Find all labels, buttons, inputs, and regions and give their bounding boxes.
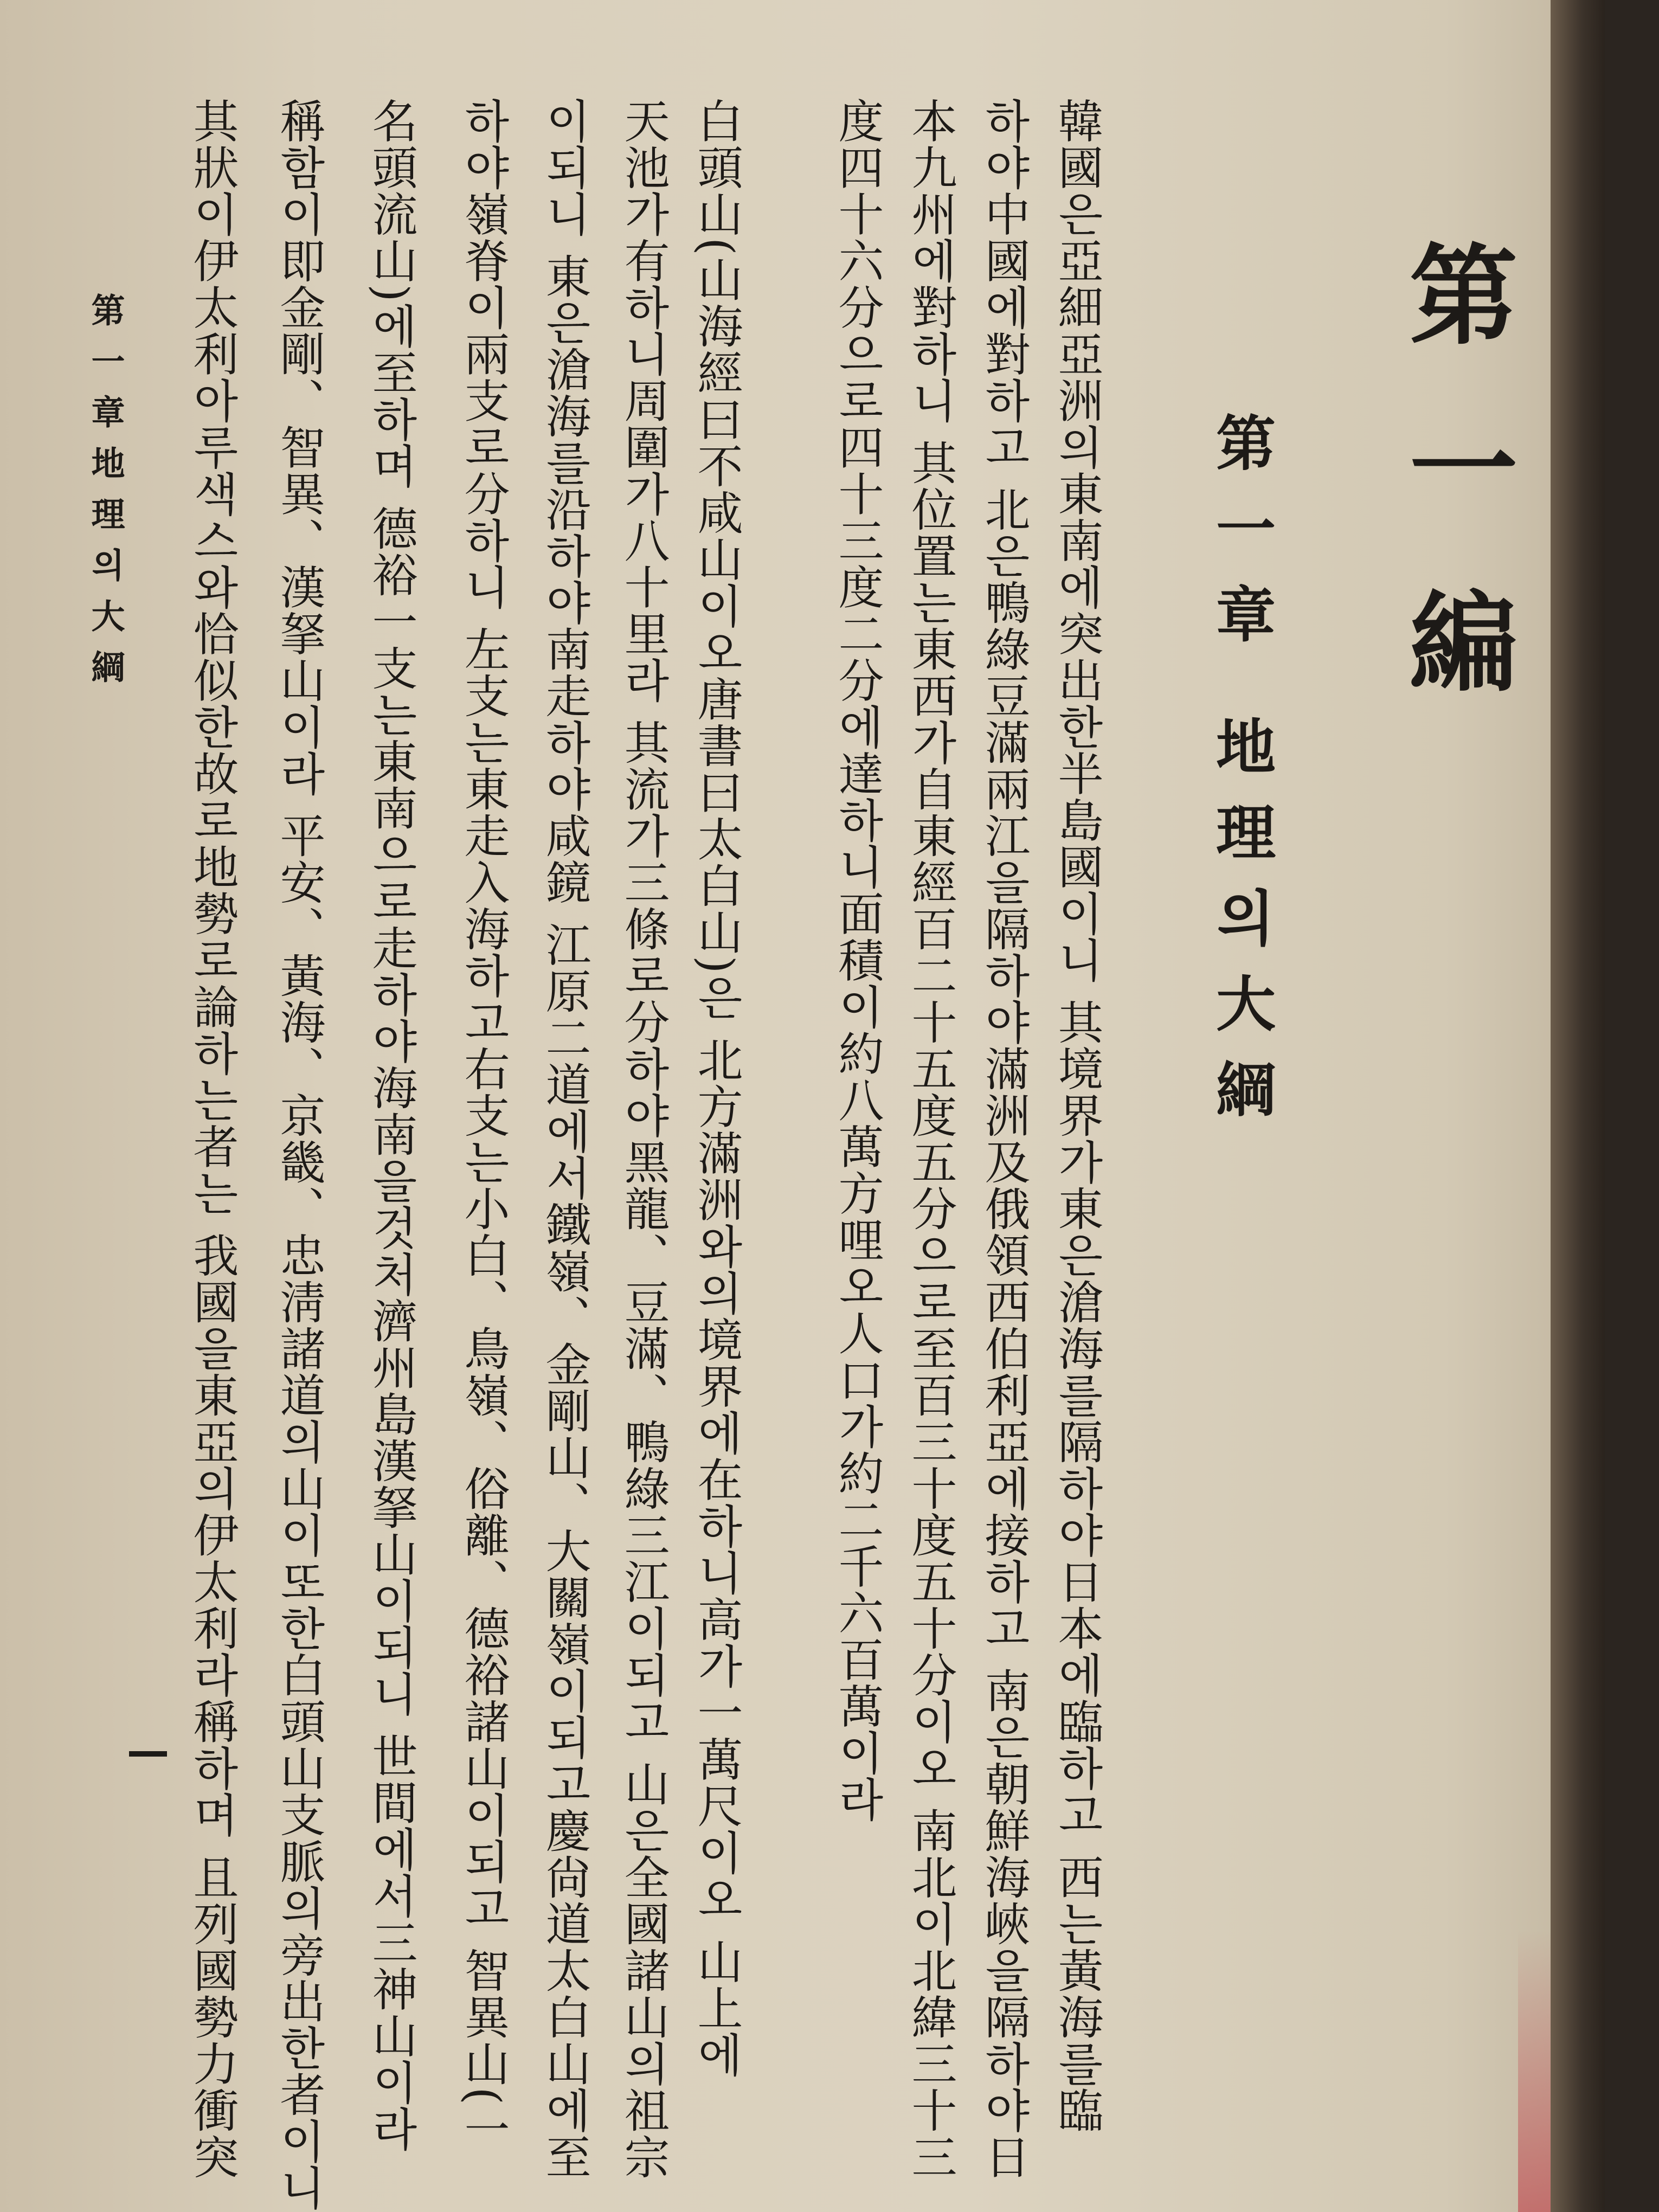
body-column: 天池가有하니周圍가八十里라 其流가三條로分하야黑龍、豆滿、鴨綠三江이되고 山은全國諸山의祖宗 bbox=[617, 98, 670, 2181]
body-column: 하야中國에對하고 北은鴨綠豆滿兩江을隔하야滿洲及俄領西伯利亞에接하고 南은朝鮮海峽을隔하야日 bbox=[978, 98, 1031, 2181]
red-stain bbox=[1518, 1930, 1551, 2212]
chapter-title: 第一章 地理의大綱 bbox=[1206, 412, 1276, 1144]
part-title: 第一編 bbox=[1391, 239, 1519, 759]
body-column: 稱함이即金剛、智異、漢拏山이라 平安、黃海、京畿、忠淸諸道의山이또한白頭山支脈의旁出한者이니 bbox=[273, 98, 326, 2211]
body-column: 韓國은亞細亞洲의東南에突出한半島國이니 其境界가東은滄海를隔하야日本에臨하고 西는黃海를臨 bbox=[1051, 98, 1104, 2134]
body-column: 其狀이伊太利아루색스와恰似한故로地勢로論하는者는 我國을東亞의伊太利라稱하며 且列國勢力衝突 bbox=[186, 98, 239, 2181]
page-number bbox=[129, 1751, 167, 1757]
page-edge bbox=[1551, 0, 1605, 2212]
running-head: 第一章地理의大綱 bbox=[86, 293, 125, 700]
body-column: 度四十六分으로四十三度二分에達하니面積이約八萬方哩오人口가約二千六百萬이라 bbox=[831, 98, 884, 1823]
body-column: 이되니 東은滄海를沿하야南走하야咸鏡 江原二道에서鐵嶺、金剛山、大關嶺이되고慶尙道太白山에至 bbox=[538, 98, 591, 2181]
body-column: 하야嶺脊이兩支로分하니 左支는東走入海하고右支는小白、鳥嶺、俗離、德裕諸山이되고 智異山(一 bbox=[457, 98, 510, 2153]
body-column: 白頭山(山海經曰不咸山이오唐書曰太白山)은 北方滿洲와의境界에在하니高가一萬尺이오 山上에 bbox=[690, 98, 743, 2078]
body-column: 本九州에對하니 其位置는東西가自東經百二十五度五分으로至百三十度五十分이오 南北이北緯三十三 bbox=[904, 98, 957, 2181]
body-column: 名頭流山)에至하며 德裕一支는東南으로走하야海南을것처濟州島漢拏山이되니 世間에서三神山이라 bbox=[365, 98, 418, 2153]
